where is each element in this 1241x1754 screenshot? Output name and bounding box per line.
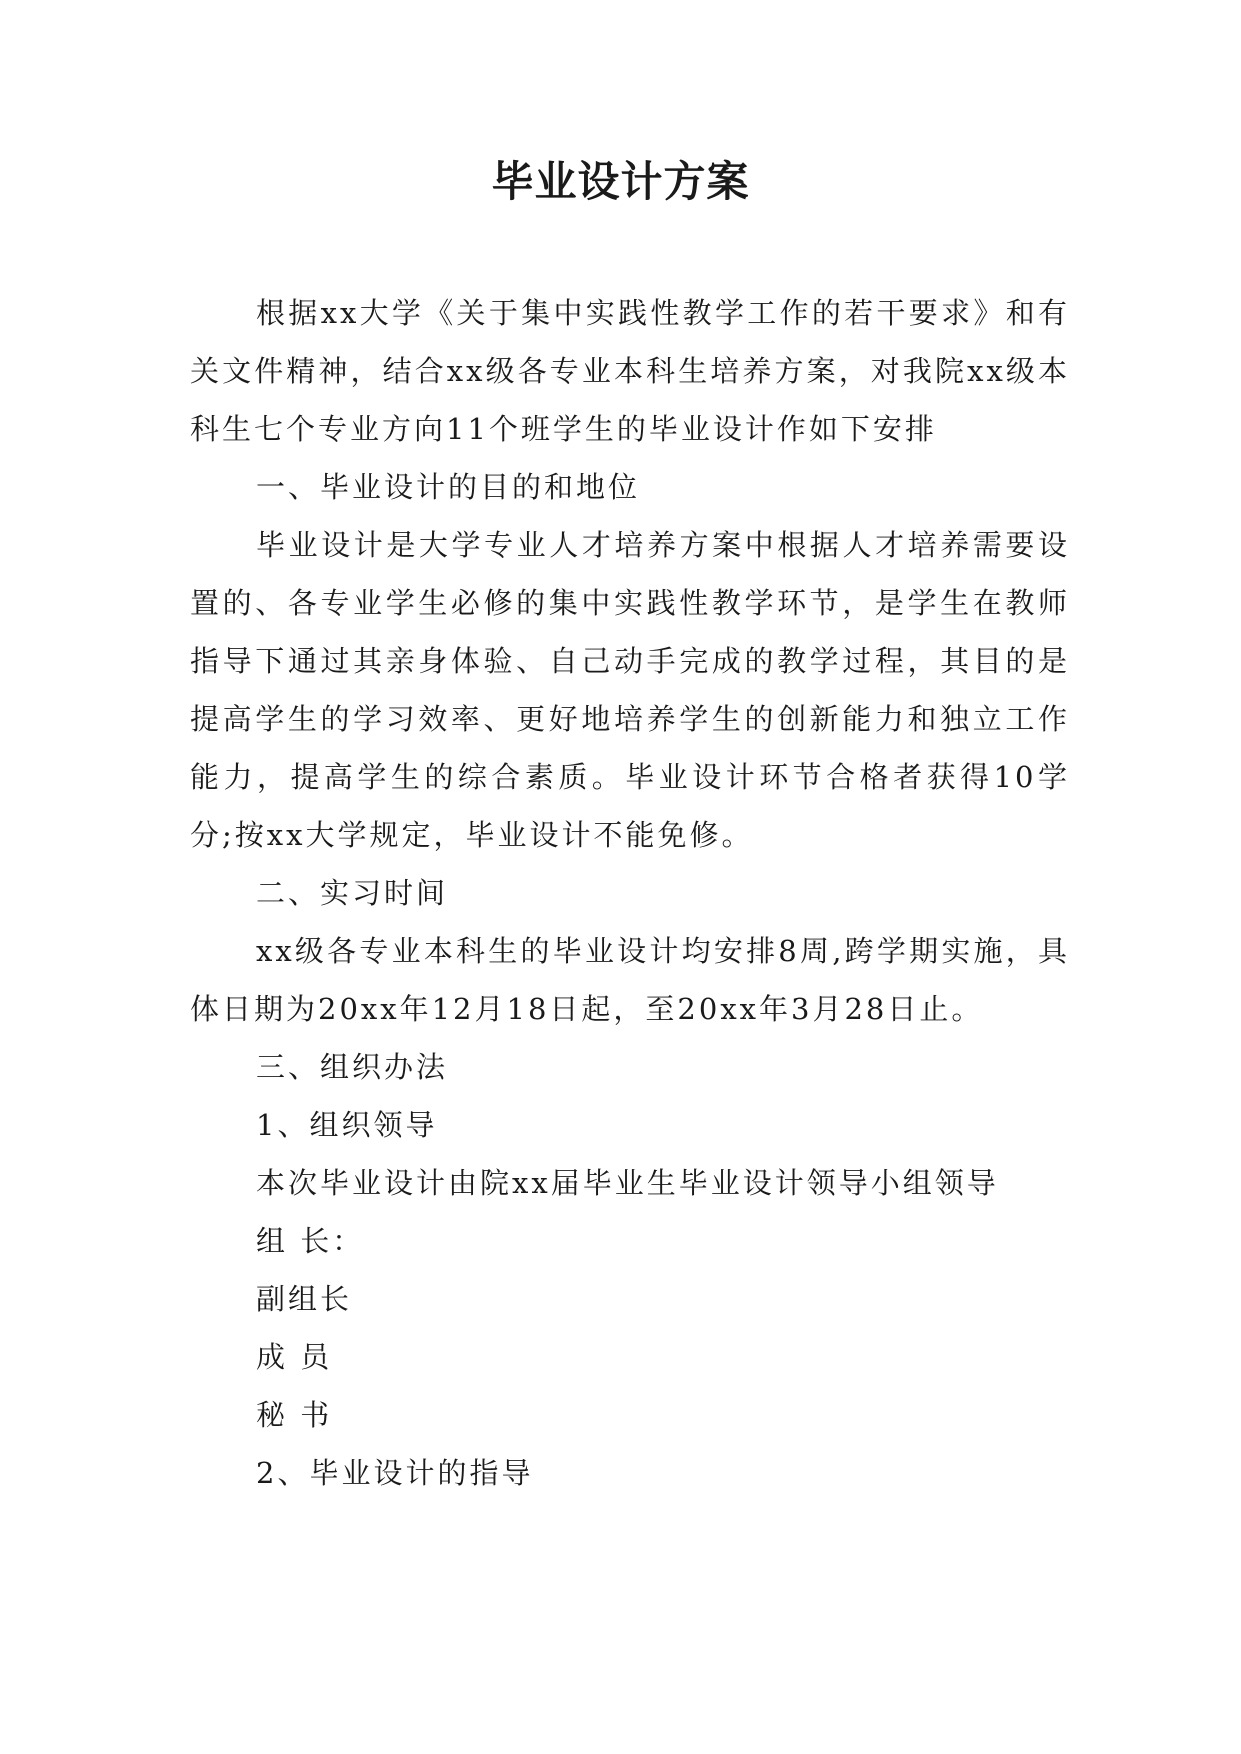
section-heading-organization: 三、组织办法	[256, 1050, 449, 1084]
section-heading-time: 二、实习时间	[256, 876, 449, 910]
document-title: 毕业设计方案	[491, 157, 750, 206]
document-body	[190, 284, 1070, 1502]
role-members: 成 员	[256, 1340, 333, 1374]
section-heading-purpose: 一、毕业设计的目的和地位	[256, 470, 641, 504]
leadership-paragraph: 本次毕业设计由院xx届毕业生毕业设计领导小组领导	[256, 1166, 999, 1200]
time-paragraph: xx级各专业本科生的毕业设计均安排8周,跨学期实施，具体日期为20xx年12月18日起，至20xx年3月28日止。	[190, 934, 1070, 1026]
subheading-guidance: 2、毕业设计的指导	[256, 1456, 534, 1490]
purpose-paragraph: 毕业设计是大学专业人才培养方案中根据人才培养需要设置的、各专业学生必修的集中实践性教学环节，是学生在教师指导下通过其亲身体验、自己动手完成的教学过程，其目的是提高学生的学习效率、更好地培养学生的创新能力和独立工作能力，提高学生的综合素质。毕业设计环节合格者获得10学分;按xx大学规定，毕业设计不能免修。	[190, 528, 1070, 852]
role-deputy-leader: 副组长	[256, 1282, 353, 1316]
role-leader: 组 长：	[256, 1224, 365, 1258]
intro-paragraph: 根据xx大学《关于集中实践性教学工作的若干要求》和有关文件精神，结合xx级各专业本科生培养方案，对我院xx级本科生七个专业方向11个班学生的毕业设计作如下安排	[190, 296, 1070, 446]
role-secretary: 秘 书	[256, 1398, 333, 1432]
subheading-leadership: 1、组织领导	[256, 1108, 438, 1142]
